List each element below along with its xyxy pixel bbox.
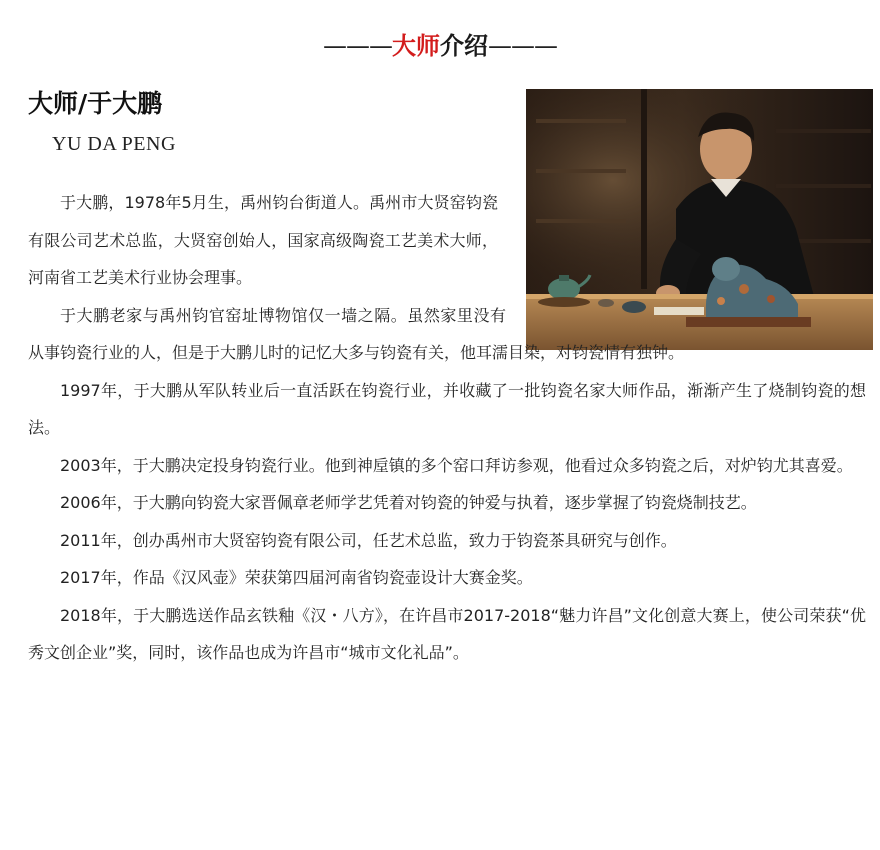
bio-paragraph-5: 2006年，于大鹏向钧瓷大家晋佩章老师学艺凭着对钧瓷的钟爱与执着，逐步掌握了钧瓷烧制技艺。 — [60, 493, 757, 512]
bio-paragraph-2-text: 于大鹏老家与禹州钧官窑址博物馆仅一墙之隔。虽然家里没有从事钧瓷行业的人，但是于大鹏儿时的记忆大多与钧瓷有关，他耳濡目染，对钧瓷情有独钟。 — [28, 305, 685, 362]
bio-paragraph-3: 1997年，于大鹏从军队转业后一直活跃在钧瓷行业，并收藏了一批钧瓷名家大师作品，渐渐产生了烧制钧瓷的想法。 — [28, 380, 866, 437]
bio-paragraph-8: 2018年，于大鹏选送作品玄铁釉《汉・八方》，在许昌市2017-2018“魅力许昌”文化创意大赛上，使公司荣获“优秀文创企业”奖，同时，该作品也成为许昌市“城市文化礼品”。 — [28, 605, 866, 662]
bio-paragraph-4: 2003年，于大鹏决定投身钧瓷行业。他到神垕镇的多个窑口拜访参观，他看过众多钧瓷之后，对炉钧尤其喜爱。 — [60, 455, 853, 475]
biography-text — [28, 184, 866, 672]
bio-paragraph-1: 于大鹏，1978年5月生，禹州钧台街道人。禹州市大贤窑钧瓷有限公司艺术总监，大贤窑创始人，国家高级陶瓷工艺美术大师，河南省工艺美术行业协会理事。 — [28, 193, 498, 287]
section-title — [0, 26, 880, 66]
master-name-chinese: 大师/于大鹏 — [28, 89, 163, 118]
title-accent: 大师 — [392, 32, 440, 60]
master-name-english: YU DA PENG — [52, 133, 176, 155]
title-dash-right: ——— — [488, 32, 557, 60]
title-dash-left: ——— — [323, 32, 392, 60]
photo-wrap-spacer — [506, 297, 866, 334]
bio-paragraph-7: 2017年，作品《汉风壶》荣获第四届河南省钧瓷壶设计大赛金奖。 — [60, 568, 533, 587]
bio-paragraph-2 — [28, 297, 866, 372]
title-rest: 介绍 — [440, 32, 488, 60]
bio-paragraph-6: 2011年，创办禹州市大贤窑钧瓷有限公司，任艺术总监，致力于钧瓷茶具研究与创作。 — [60, 530, 677, 550]
